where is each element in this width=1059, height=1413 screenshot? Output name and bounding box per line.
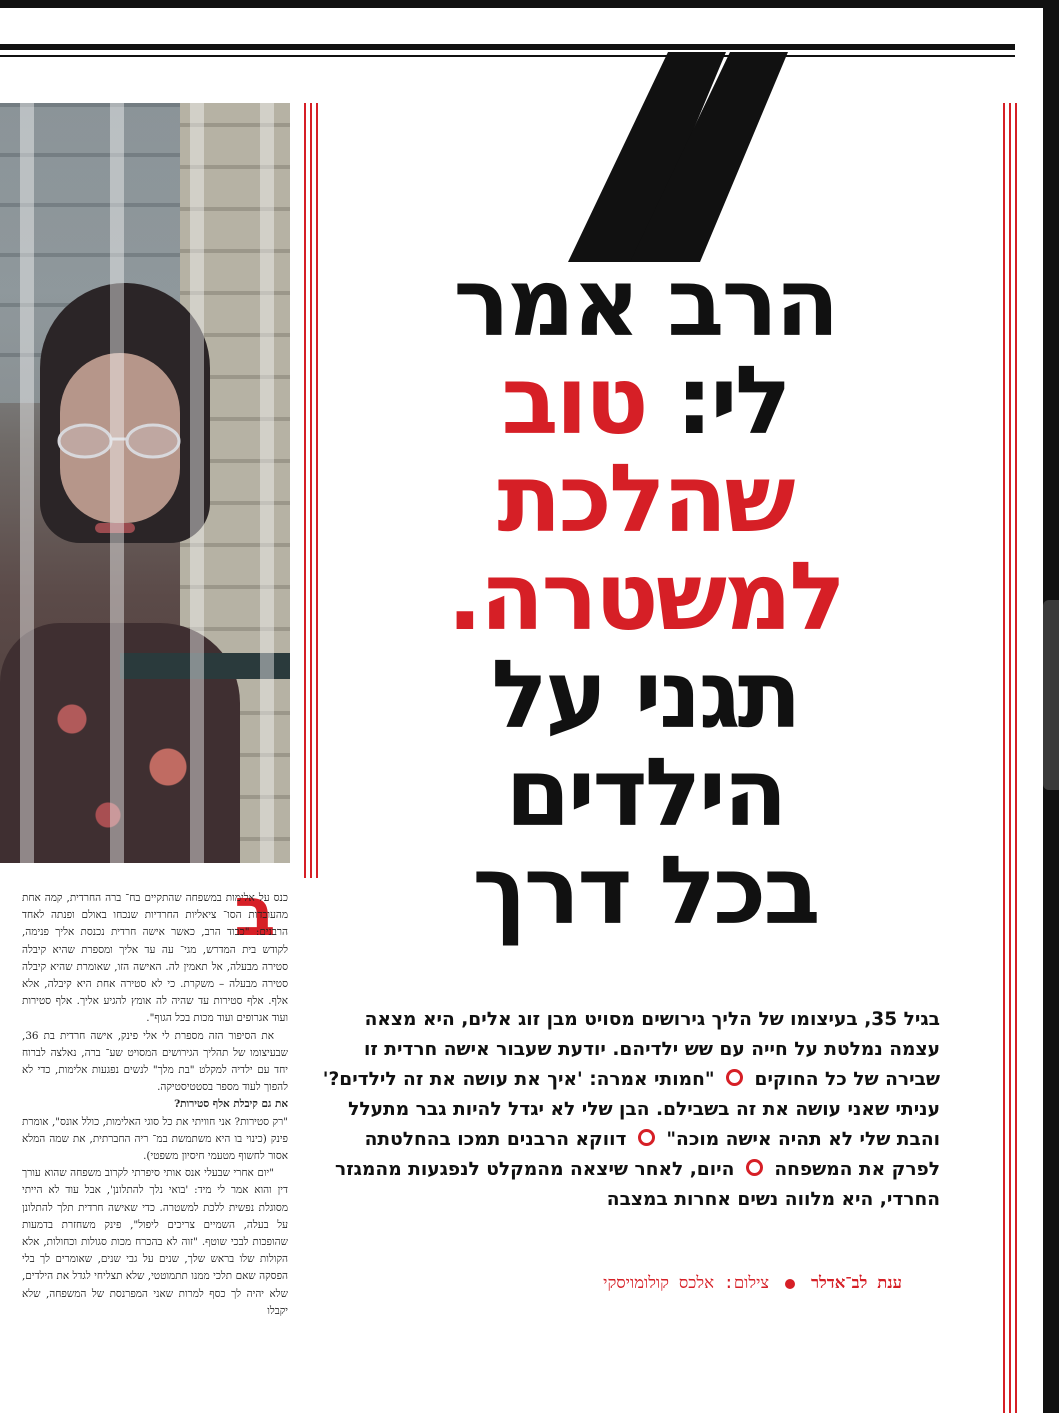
photo-glass-bar [110, 103, 124, 863]
right-red-rule [1003, 103, 1005, 1413]
header-rule [0, 44, 1015, 50]
drop-cap: ב [234, 873, 276, 952]
photo-credit: צילום: אלכס קולומויסקי [603, 1273, 770, 1292]
headline-line: הרב אמר [453, 249, 837, 358]
headline-line: בכל דרך [472, 837, 818, 946]
intro-text: בגיל 35, בעיצומו של הליך גירושים מסויט מבן זוג אלים, היא מצאה עצמה נמלטת על חייה עם שש ילדיהם. יודעת שעבור אישה חרדית זו שבירה של כל החוקים [363, 1009, 940, 1090]
article-paragraph: "רק סטירות? אני חוויתי את כל סוגי האלימות, כולל אונס", אומרת פינק (כינוי בו היא משתמשת במ־ ריה החברתית, את שמה המלא אסור לחשוף מטעמי חיסיון משפטי). [22, 1115, 288, 1163]
headline-line: הילדים [505, 739, 785, 848]
photo-glass-bar [20, 103, 34, 863]
intro-text: דווקא הרבנים תמכו בהחלטתה לפרק את המשפחה [364, 1129, 940, 1180]
headline-line-red: שהלכת [497, 445, 793, 554]
photo-glass-bar [190, 103, 204, 863]
author-name: ענת לב־אדלר [810, 1273, 902, 1292]
byline [420, 1268, 902, 1298]
right-red-rule [1015, 103, 1017, 1413]
headline-line-red: טוב [501, 347, 646, 456]
scroll-handle[interactable] [1043, 600, 1059, 790]
headline-line: תגני על [491, 641, 799, 750]
photo-glass-bar [260, 103, 274, 863]
article-paragraph: "יום אחרי שבעלי אנס אותי סיפרתי לקרוב משפחה שהוא עורך דין והוא אמר לי מיד: 'בואי נלך להתלונן', אבל עוד לא הייתי מסוגלת נפשית ללכת למשטרה. כדי שאישה חרדית תלך להתלונן על בעלה, השמיים צריכים ליפול", פינק משחזרת בדמעות שהופכות לבכי שוטף. "זוה לא בהכרח מכות סגולות וכחולות, אלא הקולות שלו בראש שלך, שנים על גבי שנים, שאומרים לך בלי הפסקה שאם תלכי ממנו תתמוטטי, שלא תצליחי לגדל את הילדים, שלא יהיה לך כסף למרות שאני המפרנסת של המשפחה, שלא יקבלו [22, 1167, 288, 1317]
separator-ring-icon [746, 1159, 763, 1176]
headline [300, 249, 990, 955]
article-intro [320, 1005, 940, 1270]
headline-line: לי: [675, 347, 789, 456]
article-paragraph: את הסיפור הזה מספרת לי אלי פינק, אישה חרדית בת 36, שבעיצומו של תהליך הגירושים המסויט שע־ ברה, נאלצה לברוח יחד עם ילדיה למקלט "בת מלך" לנשים נפגעות אלימות, כדי לא להפוך לעוד מספר בסטטיסטיקה. [22, 1029, 288, 1094]
dot-separator-icon [785, 1279, 795, 1289]
article-paragraph: כנס על אלימות במשפחה שהתקיים בח־ ברה החרדית, קמה אחת מהעובדות הסו־ ציאליות החרדיות שנכחו באולם ופנתה לאחד הרבנים: "כבוד הרב, כאשר אישה חרדית נכנסת אליך פנימה, לקודש בית המדרש, מגי־ עה עד אליך ומספרת שהיא קיבלה סטירה מבעלה, אל תאמין לה. האישה הזו, שאומרת שהיא קיבלה סטירה מבעלה – משקרת. כי לא סטירה אחת היא קיבלה, אלא אלף. אלף סטירות עד שהיה לה אומץ להגיע אליך. אלף סטירות ועוד אגרופים ועוד מכות בכל הגוף". [22, 892, 288, 1025]
header-rule-thin [0, 55, 1015, 57]
quote-mark-icon [568, 52, 788, 262]
separator-ring-icon [638, 1129, 655, 1146]
article-body [22, 890, 288, 1402]
intro-text: היום, לאחר שיצאה מהמקלט לנפגעות מהמגזר החרדי, היא מלווה נשים אחרות במצבה [335, 1159, 940, 1210]
intro-text: "חמותי אמרה: 'איך את עושה את זה לילדים?' עניתי שאני עושה את זה בשבילם. הבן שלי לא יגדל להיות גבר מתעלל והבת שלי לא תהיה אישה מוכה" [322, 1069, 940, 1150]
separator-ring-icon [726, 1069, 743, 1086]
right-red-rule [1009, 103, 1011, 1413]
article-subheading: את גם קיבלת אלף סטירות? [174, 1098, 288, 1111]
top-frame-bar [0, 0, 1059, 8]
article-photo [0, 103, 290, 863]
headline-line-red: למשטרה. [447, 543, 843, 652]
